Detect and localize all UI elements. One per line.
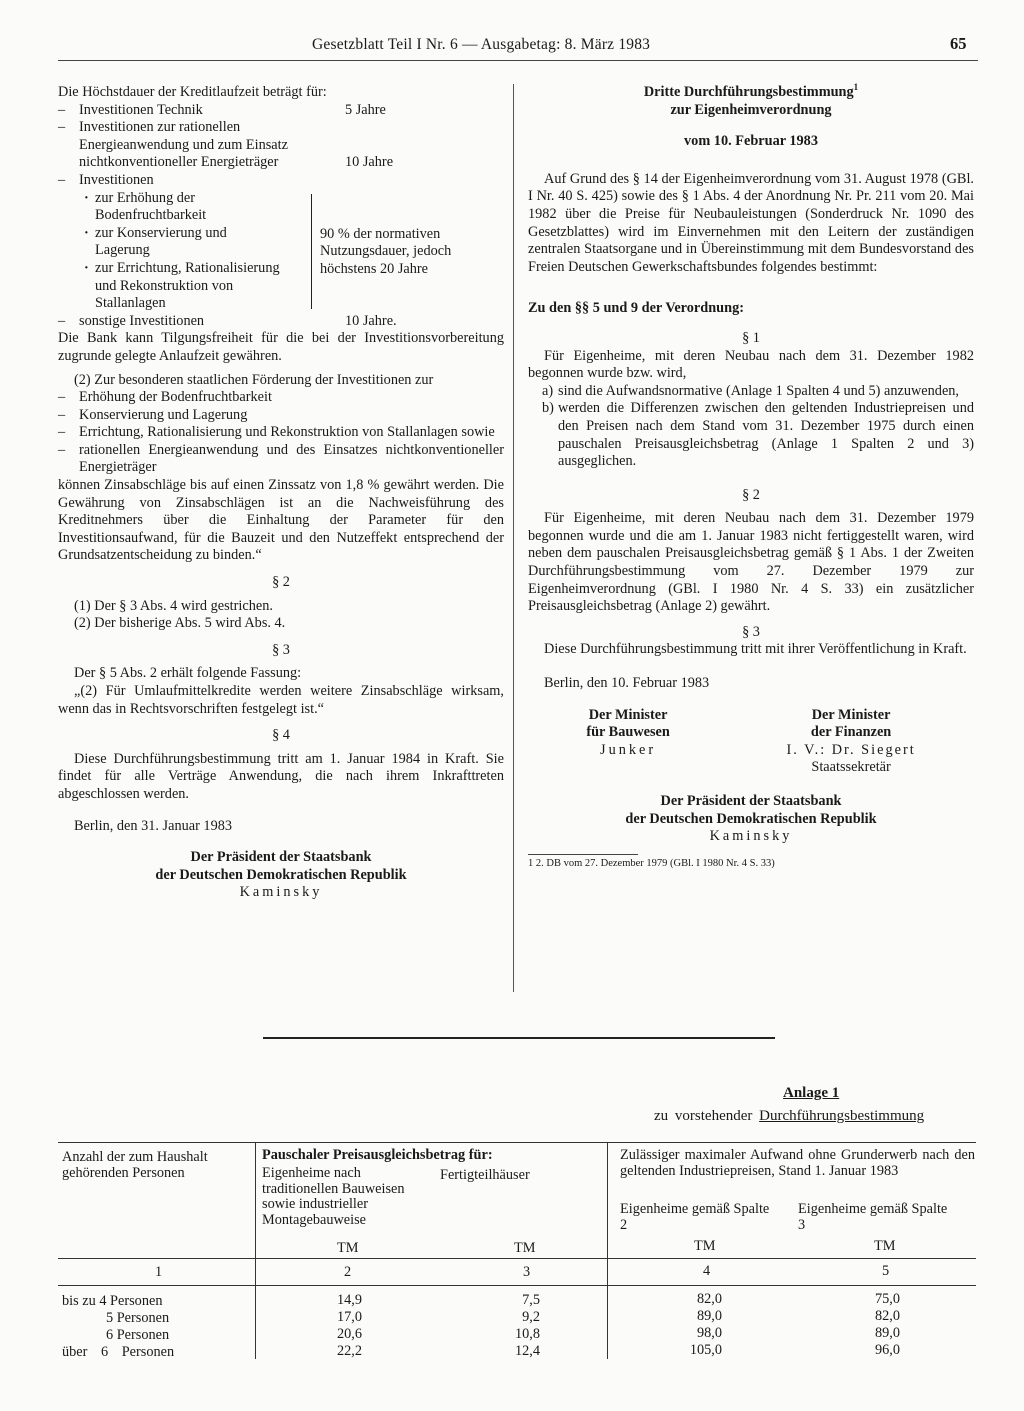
duration-item <box>58 172 504 190</box>
annex-subtitle-ref: Durchführungsbestimmung <box>759 1108 925 1124</box>
running-header-title: Gesetzblatt Teil I Nr. 6 — Ausgabetag: 8. März 1983 <box>312 36 651 53</box>
duration-value: 5 Jahre <box>345 101 386 118</box>
duration-intro: Die Höchstdauer der Kreditlaufzeit beträgt für: <box>58 84 327 100</box>
column-number: 1 <box>155 1264 163 1280</box>
table-row-label: über 6 Personen <box>62 1344 175 1360</box>
subitem: · zur Erhöhung der Bodenfruchtbarkeit <box>79 190 265 225</box>
section-line: (1) Der § 3 Abs. 4 wird gestrichen. <box>74 597 273 614</box>
table-header-col4: Eigenheime gemäß Spalte 2 <box>620 1201 770 1233</box>
table-cell: 75,0 <box>874 1291 900 1307</box>
table-cell: 12,4 <box>514 1343 540 1359</box>
section-heading: § 1 <box>742 329 760 346</box>
table-cell: 89,0 <box>696 1308 722 1324</box>
preamble: Auf Grund des § 14 der Eigenheimverordnung vom 31. August 1978 (GBl. I Nr. 40 S. 425) sowie des § 1 Abs. 4 der Anordnung Nr. Pr. 211 vom 20. Mai 1982 über die Preise für Neubauleistungen (Sonderdruck Nr. 1090 des Gesetzblattes) wird im Einvernehmen mit den Leitern der zuständigen zentralen Staatsorgane und in Übereinstimmung mit dem Bundesvorstand des Freien Deutschen Gewerkschaftsbundes folgendes bestimmt: <box>528 170 974 275</box>
duration-label: Investitionen <box>79 171 154 188</box>
table-cell: 82,0 <box>874 1308 900 1324</box>
duration-item <box>58 102 504 120</box>
para2-intro: (2) Zur besonderen staatlichen Förderung der Investitionen zur <box>74 371 434 388</box>
enum-item <box>528 383 974 401</box>
table-cell: 89,0 <box>874 1325 900 1341</box>
section-text: Für Eigenheime, mit deren Neubau nach dem 31. Dezember 1979 begonnen wurde und die am 1. Januar 1983 nicht fertiggestellt waren, wird neben dem pauschalen Preisausgleichsbetrag gemäß § 1 Abs. 1 der Zweiten Durchführungsbestimmung vom 27. Dezember 1979 zur Eigenheimverordnung (GBl. I 1980 Nr. 4 S. 33) ein zusätzlicher Preisausgleichsbetrag (Anlage 2) gewährt. <box>528 510 974 615</box>
para2-text: können Zinsabschläge bis auf einen Zinssatz von 1,8 % gewährt werden. Die Gewährung von Zinsabschlägen ist an die Nachweisführung des Kreditnehmers über die Einhaltung der Parameter für den Investitionsaufwand, für die Bauzeit und den Nutzeffekt entsprechend der Grundsatzentscheidung zu binden.“ <box>58 477 504 564</box>
decree-subtitle: zur Eigenheimverordnung <box>670 101 832 118</box>
signature-title: Der Präsident der Staatsbank <box>190 849 372 866</box>
right-column <box>528 84 974 871</box>
enum-item <box>528 400 974 470</box>
section-heading: § 3 <box>272 641 290 658</box>
table-cell: 20,6 <box>336 1326 362 1342</box>
table-cell: 105,0 <box>689 1342 722 1358</box>
table-row-label: bis zu 4 Personen <box>62 1293 163 1309</box>
section-heading: § 2 <box>272 574 290 591</box>
investment-subitems <box>79 190 504 313</box>
duration-value: 10 Jahre <box>345 154 394 171</box>
footnote-rule <box>528 854 638 855</box>
table-column-rule <box>607 1142 608 1359</box>
signature-name: I. V.: Dr. Siegert <box>786 741 916 758</box>
table-top-rule <box>58 1142 976 1143</box>
section-intro: Der § 5 Abs. 2 erhält folgende Fassung: <box>74 665 302 682</box>
section-heading: § 3 <box>742 623 760 640</box>
signature-name: Kaminsky <box>709 828 793 845</box>
para2-item: – rationellen Energieanwendung und des Einsatzes nichtkonventioneller Energieträger <box>58 442 504 477</box>
subitem-list <box>79 190 303 313</box>
table-cell: 14,9 <box>336 1292 362 1308</box>
subitem: · zur Errichtung, Rationalisierung und Rekonstruktion von Stallanlagen <box>79 260 285 313</box>
signatures <box>528 707 974 777</box>
signature-title: der Finanzen <box>810 724 892 741</box>
table-cell: 17,0 <box>336 1309 362 1325</box>
duration-item <box>58 119 504 172</box>
table-unit: TM <box>694 1238 716 1254</box>
decree-date: vom 10. Februar 1983 <box>684 133 818 150</box>
enum-text: werden die Differenzen zwischen den geltenden Industriepreisen und den Preisen nach dem Stand vom 31. Dezember 1975 durch einen pauschalen Preisausgleichsbetrag (Anlage 1 Spalten 2 und 3) ausgeglichen. <box>558 400 974 470</box>
section-text: Diese Durchführungsbestimmung tritt am 1. Januar 1984 in Kraft. Sie findet für alle Verträge Anwendung, die nach ihrem Inkrafttreten abgeschlossen werden. <box>58 750 504 802</box>
footnote-marker: 1 <box>853 82 859 93</box>
table-unit: TM <box>514 1240 536 1256</box>
table-row-label: 5 Personen <box>106 1310 170 1326</box>
place-date: Berlin, den 31. Januar 1983 <box>74 817 233 834</box>
table-cell: 9,2 <box>522 1309 540 1325</box>
section-heading: § 4 <box>272 727 290 744</box>
para2-item: – Erhöhung der Bodenfruchtbarkeit <box>58 389 504 407</box>
signature-title: für Bauwesen <box>586 724 670 741</box>
table-cell: 22,2 <box>336 1343 362 1359</box>
signature-role: Staatssekretär <box>811 759 891 776</box>
section-heading: § 2 <box>742 486 760 503</box>
table-cell: 98,0 <box>696 1325 722 1341</box>
section-quote: „(2) Für Umlaufmittelkredite werden weitere Zinsabschläge wirksam, wenn das in Rechtsvorschriften festgelegt ist.“ <box>58 683 504 717</box>
column-number: 3 <box>523 1264 531 1280</box>
section-intro: Für Eigenheime, mit deren Neubau nach dem 31. Dezember 1982 begonnen wurde bzw. wird, <box>528 347 974 382</box>
column-number: 2 <box>344 1264 352 1280</box>
page-number: 65 <box>950 34 967 53</box>
signature-title: Der Minister <box>588 706 668 723</box>
column-divider <box>513 84 514 992</box>
footnote: 1 2. DB vom 27. Dezember 1979 (GBl. I 1980 Nr. 4 S. 33) <box>528 857 775 869</box>
signature-name: Junker <box>600 741 657 758</box>
column-number: 5 <box>882 1263 890 1279</box>
table-header-rule <box>58 1258 976 1259</box>
annex-subtitle <box>654 1108 924 1126</box>
table-header-col5: Eigenheime gemäß Spalte 3 <box>798 1201 948 1233</box>
signature-block <box>786 707 915 777</box>
table-cell: 82,0 <box>696 1291 722 1307</box>
table-cell: 96,0 <box>874 1342 900 1358</box>
column-number: 4 <box>703 1263 711 1279</box>
section-divider <box>263 1037 775 1039</box>
duration-label: – sonstige Investitionen <box>79 312 205 329</box>
decree-title-text: Dritte Durchführungsbestimmung <box>643 84 854 100</box>
left-column <box>58 84 504 902</box>
subitem: · zur Konservierung und Lagerung <box>79 225 265 260</box>
table-header-col1: Anzahl der zum Haushalt gehörenden Personen <box>62 1149 208 1181</box>
annex-title: Anlage 1 <box>783 1085 840 1101</box>
enum-marker: b) <box>542 400 554 417</box>
table-header-col2: Eigenheime nach traditionellen Bauweisen sowie industrieller Montagebauweise <box>262 1165 405 1228</box>
table-cell: 7,5 <box>522 1292 540 1308</box>
place-date: Berlin, den 10. Februar 1983 <box>544 675 710 692</box>
annex-subtitle-prefix: zu vorstehender <box>654 1108 753 1124</box>
para2-item: – Konservierung und Lagerung <box>58 407 504 425</box>
table-unit: TM <box>337 1240 359 1256</box>
decree-title <box>528 84 974 102</box>
table-column-rule <box>255 1142 256 1359</box>
signature-title: Der Minister <box>811 706 891 723</box>
section-line: (2) Der bisherige Abs. 5 wird Abs. 4. <box>74 615 286 632</box>
table-cell: 10,8 <box>514 1326 540 1342</box>
duration-label: – Investitionen Technik <box>79 101 203 118</box>
table-group-header: Pauschaler Preisausgleichsbetrag für: <box>262 1147 493 1163</box>
table-number-rule <box>58 1285 976 1286</box>
signature-title: der Deutschen Demokratischen Republik <box>155 866 407 883</box>
bank-paragraph: Die Bank kann Tilgungsfreiheit für die bei der Investitionsvorbereitung zugrunde gelegte Anlaufzeit gewähren. <box>58 330 504 364</box>
table-header-col3: Fertigteilhäuser <box>440 1167 530 1183</box>
subitem-duration: 90 % der normativen Nutzungsdauer, jedoch höchstens 20 Jahre <box>320 225 452 277</box>
table-row-label: 6 Personen <box>106 1327 170 1343</box>
duration-value: 10 Jahre. <box>345 312 397 329</box>
signature-block <box>586 707 670 777</box>
signature-title: der Deutschen Demokratischen Republik <box>625 810 877 827</box>
signature-name: Kaminsky <box>239 884 323 901</box>
para2-item: – Errichtung, Rationalisierung und Rekonstruktion von Stallanlagen sowie <box>58 424 504 442</box>
duration-label: – Investitionen zur rationellen Energieanwendung und zum Einsatz nichtkonventioneller Energieträger <box>79 119 288 171</box>
header-rule <box>58 60 978 61</box>
brace <box>303 194 312 309</box>
enum-text: sind die Aufwandsnormative (Anlage 1 Spalten 4 und 5) anzuwenden, <box>558 382 960 399</box>
enum-marker: a) <box>542 382 554 399</box>
signature-title: Der Präsident der Staatsbank <box>660 793 842 809</box>
table-unit: TM <box>874 1238 896 1254</box>
table-group2-header: Zulässiger maximaler Aufwand ohne Grunderwerb nach den geltenden Industriepreisen, Stand 1. Januar 1983 <box>620 1147 975 1179</box>
duration-item <box>58 313 504 331</box>
subheading: Zu den §§ 5 und 9 der Verordnung: <box>528 300 744 317</box>
section-text: Diese Durchführungsbestimmung tritt mit ihrer Veröffentlichung in Kraft. <box>544 641 967 658</box>
